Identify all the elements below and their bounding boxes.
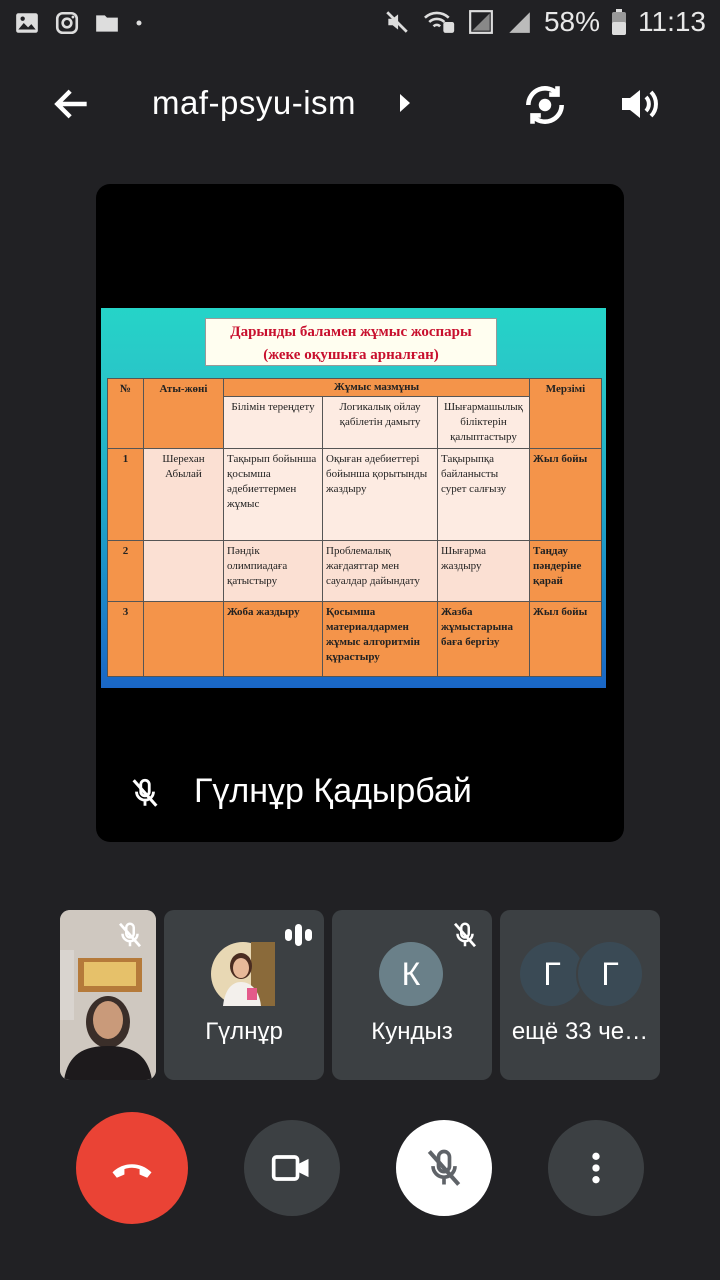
slide-title-line2: (жеке оқушыға арналған): [263, 347, 439, 363]
end-call-button[interactable]: [76, 1112, 188, 1224]
gallery-icon: [14, 10, 40, 36]
meeting-info-caret-icon[interactable]: [400, 94, 410, 112]
avatar: К: [379, 942, 443, 1006]
wifi-call-icon: [422, 9, 456, 35]
notification-dot-icon: [134, 18, 144, 28]
table-row: [108, 541, 602, 602]
main-speaker-tile[interactable]: [96, 184, 624, 842]
signal-icon: [468, 9, 494, 35]
header-name: Аты-жөні: [144, 379, 224, 449]
row-num: 1: [108, 449, 144, 541]
battery-icon: [612, 9, 626, 35]
back-arrow-icon[interactable]: [50, 82, 94, 126]
participant-name: Гүлнұр: [205, 1018, 283, 1045]
row-c2: Қосымша материалдармен жұмыс алгоритмін құрастыру: [323, 602, 438, 677]
row-c1: Тақырып бойынша қосымша әдебиеттермен жұмыс: [224, 449, 323, 541]
row-deadline: Таңдау пәндеріне қарай: [530, 541, 602, 602]
meeting-top-bar: [0, 70, 720, 140]
slide-title-line1: Дарынды баламен жұмыс жоспары: [230, 324, 472, 340]
row-c3: Шығарма жаздыру: [438, 541, 530, 602]
row-deadline: Жыл бойы: [530, 449, 602, 541]
more-vertical-icon: [576, 1148, 616, 1188]
shared-slide: [101, 308, 606, 688]
mic-off-icon: [422, 1146, 466, 1190]
speaker-name: Гүлнұр Қадырбай: [194, 772, 472, 810]
more-participants-tile[interactable]: [500, 910, 660, 1080]
mic-off-icon: [115, 920, 145, 950]
participant-name: ещё 33 че…: [511, 1018, 649, 1045]
camera-toggle-button[interactable]: [244, 1120, 340, 1216]
meeting-code[interactable]: maf-psyu-ism: [152, 84, 357, 121]
slide-title-box: [205, 318, 497, 366]
avatar: [211, 942, 275, 1006]
participant-name: Кундыз: [371, 1018, 453, 1045]
participant-tile-kundyz[interactable]: [332, 910, 492, 1080]
header-num: №: [108, 379, 144, 449]
status-bar: [0, 0, 720, 50]
header-sub2: Логикалық ойлау қабілетін дамыту: [323, 397, 438, 449]
self-view-tile[interactable]: [60, 910, 156, 1080]
row-name: Шерехан Абылай: [144, 449, 224, 541]
work-plan-table: [107, 378, 602, 677]
signal-icon-2: [506, 9, 532, 35]
header-content: Жұмыс мазмұны: [224, 379, 530, 397]
row-name: [144, 541, 224, 602]
speaker-volume-icon[interactable]: [616, 80, 664, 128]
instagram-icon: [54, 10, 80, 36]
table-row: [108, 449, 602, 541]
row-deadline: Жыл бойы: [530, 602, 602, 677]
switch-camera-icon[interactable]: [520, 80, 570, 130]
folder-icon: [94, 10, 120, 36]
mute-icon: [384, 9, 410, 35]
mic-off-icon: [450, 920, 480, 950]
row-c2: Проблемалық жағдаяттар мен сауалдар дайындату: [323, 541, 438, 602]
row-num: 2: [108, 541, 144, 602]
avatar: Г: [520, 942, 584, 1006]
row-c3: Тақырыпқа байланысты сурет салғызу: [438, 449, 530, 541]
header-deadline: Мерзімі: [530, 379, 602, 449]
battery-percent: 58%: [543, 6, 600, 37]
avatar: Г: [576, 940, 644, 1008]
header-sub1: Білімін тереңдету: [224, 397, 323, 449]
speaking-indicator-icon: [278, 920, 318, 950]
row-name: [144, 602, 224, 677]
row-num: 3: [108, 602, 144, 677]
table-row: [108, 602, 602, 677]
row-c1: Жоба жаздыру: [224, 602, 323, 677]
participant-tile-gulnur[interactable]: [164, 910, 324, 1080]
video-camera-icon: [270, 1146, 314, 1190]
header-sub3: Шығармашылық біліктерін қалыптастыру: [438, 397, 530, 449]
row-c2: Оқыған әдебиеттері бойынша қорытынды жаздыру: [323, 449, 438, 541]
mic-off-icon: [128, 776, 162, 810]
clock: 11:13: [638, 6, 706, 37]
speaker-name-row: [96, 754, 624, 834]
microphone-toggle-button[interactable]: [396, 1120, 492, 1216]
row-c1: Пәндік олимпиадаға қатыстыру: [224, 541, 323, 602]
phone-hangup-icon: [106, 1142, 158, 1194]
row-c3: Жазба жұмыстарына баға бергізу: [438, 602, 530, 677]
more-options-button[interactable]: [548, 1120, 644, 1216]
